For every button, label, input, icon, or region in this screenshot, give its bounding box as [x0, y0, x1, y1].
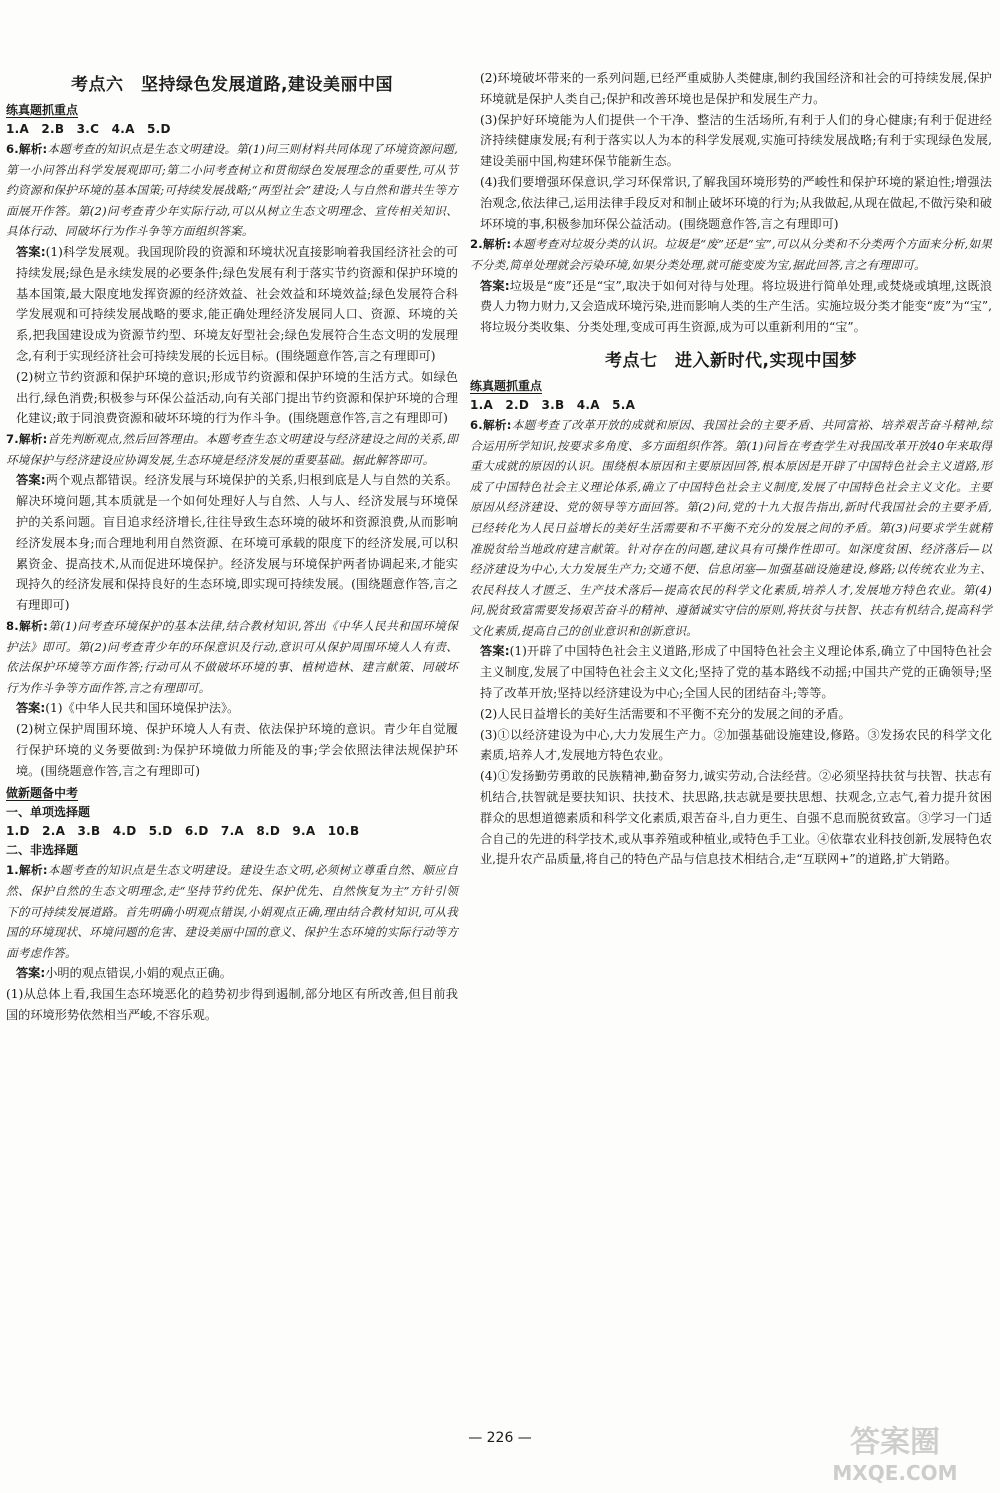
q8-explanation: 8.解析:第(1)问考查环境保护的基本法律,结合教材知识,答出《中华人民共和国环境保护法》即可。第(2)问考查青少年的环保意识及行动,意识可从保护周围环境人人有责、依法保护环境等方面作答;行动可从不做破坏环境的事、植树造林、建言献策、同破坏行为作斗争等方面作答,言之有理即可。 [6, 618, 458, 695]
q6b-explanation: 6.解析:本题考查了改革开放的成就和原因、我国社会的主要矛盾、共同富裕、培养艰苦奋斗精神,综合运用所学知识,按要求多角度、多方面组织作答。第(1)问旨在考查学生对我国改革开放40年来取得重大成就的原因的认识。围绕根本原因和主要原因回答,根本原因是开辟了中国特色社会主义道路,形成了中国特色社会主义理论体系,确立了中国特色社会主义制度,发展了中国特色社会主义文化。主要原因从经济建设、党的领导等方面回答。第(2)问,党的十九大报告指出,新时代我国社会的主要矛盾,已经转化为人民日益增长的美好生活需要和不平衡不充分的发展之间的矛盾。第(3)问要求学生就精准脱贫给当地政府建言献策。针对存在的问题,建议具有可操作性即可。如深度贫困、经济落后—以经济建设为中心,大力发展生产力;交通不便、信息闭塞—加强基础设施建设,修路;以传统农业为主、农民科技人才匮乏、生产技术落后—提高农民的科学文化素质,培养人才,发展地方特色农业。第(4)问,脱贫致富需要发扬艰苦奋斗的精神、遵循诚实守信的原则,将扶贫与扶智、扶志有机结合,提高科学文化素质,提高自己的创业意识和创新意识。 [470, 417, 992, 638]
n1-answer-part1: (1)从总体上看,我国生态环境恶化的趋势初步得到遏制,部分地区有所改善,但目前我国的环境形势依然相当严峻,不容乐观。 [6, 987, 458, 1023]
single-choice-answers: 1.D 2.A 3.B 4.D 5.D 6.D 7.A 8.D 9.A 10.B [6, 824, 360, 839]
q7-explanation: 7.解析:首先判断观点,然后回答理由。本题考查生态文明建设与经济建设之间的关系,即环境保护与经济建设应协调发展,生态环境是经济发展的重要基础。据此解答即可。 [6, 432, 459, 467]
q6-explanation: 6.解析:本题考查的知识点是生态文明建设。第(1)问三则材料共同体现了环境资源问题,第一小问答出科学发展观即可;第二小问考查树立和贯彻绿色发展理念的重要性,可从节约资源和保护环境的基本国策;可持续发展战略;“两型社会”建设;人与自然和谐共生等方面展开作答。第(2)问考查青少年实际行动,可以从树立生态文明理念、宣传相关知识、具体行动、同破坏行为作斗争等方面组织答案。 [6, 142, 458, 239]
section-heading-practice: 练真题抓重点 [6, 103, 79, 117]
n2-answer: 答案:垃圾是“废”还是“宝”,取决于如何对待与处理。将垃圾进行简单处理,或焚烧或填埋,这既浪费人力物力财力,又会造成环境污染,进而影响人类的生产生活。实施垃圾分类才能变“废”为“宝”,将垃圾分类收集、分类处理,变成可再生资源,成为可以重新利用的“宝”。 [480, 278, 993, 335]
topic-six-title: 考点六 坚持绿色发展道路,建设美丽中国 [71, 75, 393, 95]
section-heading-practice-2: 练真题抓重点 [470, 378, 543, 393]
right-column [470, 68, 992, 870]
q7-answer: 答案:两个观点都错误。经济发展与环境保护的关系,归根到底是人与自然的关系。解决环境问题,其本质就是一个如何处理好人与自然、人与人、经济发展与环境保护的关系问题。盲目追求经济增长,往往导致生态环境的破坏和资源浪费,从而影响经济发展本身;而合理地利用自然资源、在环境可承载的限度下的经济发展,可以积累资金、提高技术,从而促进环境保护。经济发展与环境保护两者协调起来,才能实现持久的经济发展和保持良好的生态环境,即实现可持续发展。(围绕题意作答,言之有理即可) [16, 473, 459, 613]
q8-answer-part1: 答案:(1)《中华人民共和国环境保护法》。 [16, 701, 240, 716]
choice-answers: 1.A 2.B 3.C 4.A 5.D [6, 122, 171, 136]
q8-answer-part2: (2)树立保护周围环境、保护环境人人有责、依法保护环境的意识。青少年自觉履行保护环境的义务要做到:为保护环境做力所能及的事;学会依照法律法规保护环境。(围绕题意作答,言之有理即可) [16, 722, 458, 778]
n1-answer: 答案:小明的观点错误,小娟的观点正确。 [16, 966, 232, 981]
q6b-answer-part3: (3)①以经济建设为中心,大力发展生产力。②加强基础设施建设,修路。③发扬农民的科学文化素质,培养人才,发展地方特色农业。 [480, 727, 992, 763]
q6-answer-part2: (2)树立节约资源和保护环境的意识;形成节约资源和保护环境的生活方式。如绿色出行,绿色消费;积极参与环保公益活动,向有关部门提出节约资源和保护环境的合理化建议;敢于同浪费资源和破坏环境的行为作斗争。(围绕题意作答,言之有理即可) [16, 369, 458, 426]
n2-explanation: 2.解析:本题考查对垃圾分类的认识。垃圾是“废”还是“宝”,可以从分类和不分类两个方面来分析,如果不分类,简单处理就会污染环境,如果分类处理,就可能变废为宝,据此回答,言之有理即可。 [470, 237, 992, 272]
watermark-text-top: 答案圈 [850, 1425, 940, 1460]
left-column [6, 68, 458, 1026]
n1-answer-part2: (2)环境破坏带来的一系列问题,已经严重威胁人类健康,制约我国经济和社会的可持续发展,保护环境就是保护人类自己;保护和改善环境也是保护和发展生产力。 [480, 71, 992, 106]
watermark-logo [800, 1418, 990, 1488]
q6b-answer-part2: (2)人民日益增长的美好生活需要和不平衡不充分的发展之间的矛盾。 [480, 706, 851, 721]
subsection-single-choice: 一、单项选择题 [6, 805, 91, 820]
n1-answer-part4: (4)我们要增强环保意识,学习环保常识,了解我国环境形势的严峻性和保护环境的紧迫性;增强法治观念,依法律己,运用法律手段反对和制止破坏环境的行为;从我做起,从现在做起,不做污染和破坏环境的事,积极参加环保公益活动。(围绕题意作答,言之有理即可) [480, 174, 992, 231]
n1-answer-part3: (3)保护好环境能为人们提供一个干净、整洁的生活场所,有利于人们的身心健康;有利于促进经济持续健康发展;有利于落实以人为本的科学发展观,实施可持续发展战略;有利于实现绿色发展,建设美丽中国,构建环保节能新生态。 [480, 112, 992, 169]
choice-answers-2: 1.A 2.D 3.B 4.A 5.A [470, 397, 636, 412]
n1-explanation: 1.解析:本题考查的知识点是生态文明建设。建设生态文明,必须树立尊重自然、顺应自然、保护自然的生态文明理念,走“坚持节约优先、保护优先、自然恢复为主”方针引领下的可持续发展道路。首先明确小明观点错误,小娟观点正确,理由结合教材知识,可从我国的环境现状、环境问题的危害、建设美丽中国的意义、保护生态环境的实际行动等方面考虑作答。 [6, 863, 459, 960]
subsection-non-choice: 二、非选择题 [6, 843, 79, 858]
section-heading-new-questions: 做新题备中考 [6, 786, 79, 801]
q6-answer-part1: 答案:(1)科学发展观。我国现阶段的资源和环境状况直接影响着我国经济社会的可持续发展;绿色是永续发展的必要条件;绿色发展有利于落实节约资源和保护环境的基本国策,最大限度地发挥资源的经济效益、社会效益和环境效益;绿色发展符合科学发展观和可持续发展战略的要求,能正确处理经济发展同人口、资源、环境的关系,把我国建设成为资源节约型、环境友好型社会;绿色发展符合生态文明的发展理念,有利于实现经济社会可持续发展的长远目标。(围绕题意作答,言之有理即可) [16, 244, 459, 363]
page-number: — 226 — [468, 1430, 532, 1446]
q6b-answer-part1: 答案:(1)开辟了中国特色社会主义道路,形成了中国特色社会主义理论体系,确立了中国特色社会主义制度,发展了中国特色社会主义文化;坚持了党的基本路线不动摇;中国共产党的正确领导;坚持了改革开放;坚持以经济建设为中心;全国人民的团结奋斗;等等。 [480, 644, 993, 701]
q6b-answer-part4: (4)①发扬勤劳勇敢的民族精神,勤奋努力,诚实劳动,合法经营。②必须坚持扶贫与扶智、扶志有机结合,扶智就是要扶知识、扶技术、扶思路,扶志就是要扶思想、扶观念,立志气,着力提升贫困群众的思想道德素质和科学文化素质,艰苦奋斗,自力更生、自强不息而脱贫致富。③学习一门适合自己的先进的科学技术,或从事养殖或种植业,或特色手工业。④依靠农业科技创新,发展特色农业,提升农产品质量,将自己的特色产品与信息技术相结合,走“互联网+”的道路,扩大销路。 [480, 769, 992, 867]
watermark-text-bottom: MXQE.COM [832, 1461, 958, 1485]
topic-seven-title: 考点七 进入新时代,实现中国梦 [605, 350, 857, 371]
